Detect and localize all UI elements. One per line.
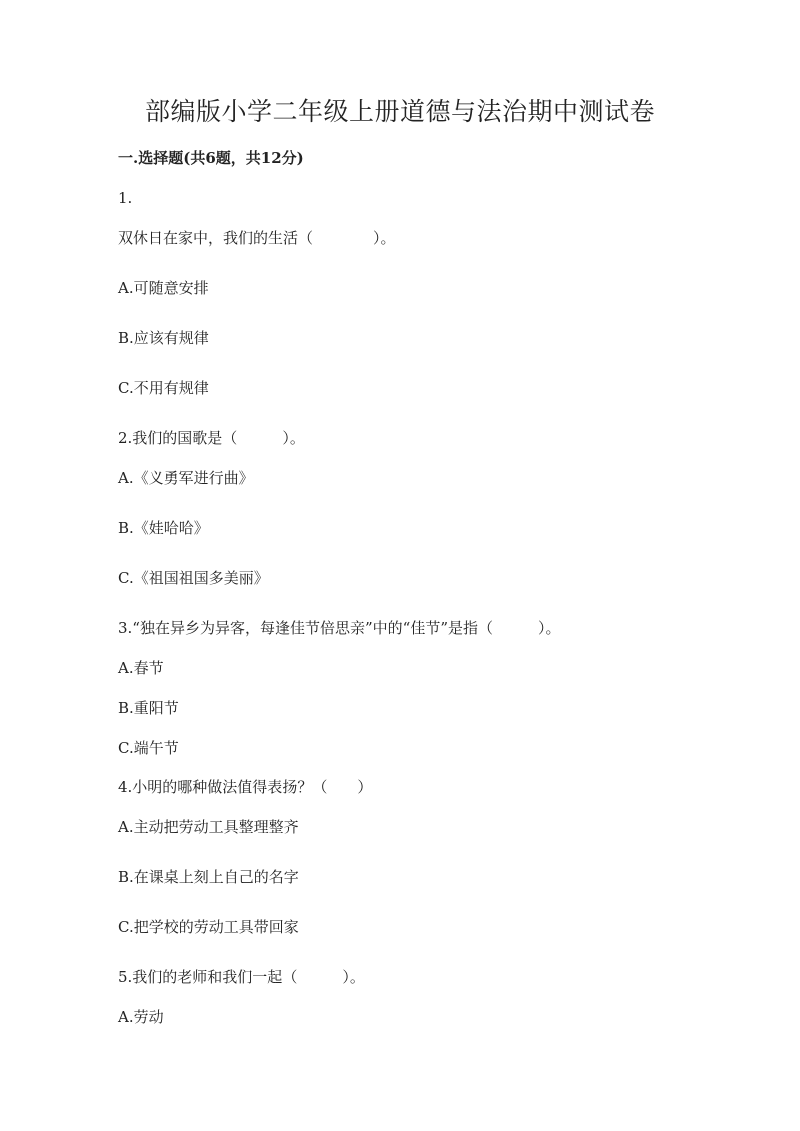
question-5-option-a: A.劳动: [118, 1008, 164, 1026]
question-4-stem: 4.小明的哪种做法值得表扬？（ ）: [118, 778, 373, 796]
question-2-option-b: B.《娃哈哈》: [118, 519, 209, 537]
question-4-option-a: A.主动把劳动工具整理整齐: [118, 818, 299, 836]
question-2-option-c: C.《祖国祖国多美丽》: [118, 569, 269, 587]
question-3-option-c: C.端午节: [118, 739, 179, 757]
question-1-option-b: B.应该有规律: [118, 329, 209, 347]
question-1-number: 1.: [118, 189, 133, 207]
question-2-option-a: A.《义勇军进行曲》: [118, 469, 254, 487]
question-1-option-a: A.可随意安排: [118, 279, 209, 297]
question-4-option-c: C.把学校的劳动工具带回家: [118, 918, 299, 936]
question-1-option-c: C.不用有规律: [118, 379, 209, 397]
page-title: 部编版小学二年级上册道德与法治期中测试卷: [144, 97, 655, 126]
question-2-stem: 2.我们的国歌是（ ）。: [118, 429, 305, 447]
question-3-option-a: A.春节: [118, 659, 164, 677]
question-5-stem: 5.我们的老师和我们一起（ ）。: [118, 968, 365, 986]
question-1-stem: 双休日在家中，我们的生活（ ）。: [118, 229, 396, 247]
section-heading: 一.选择题(共6题，共12分): [118, 149, 304, 167]
question-4-option-b: B.在课桌上刻上自己的名字: [118, 868, 299, 886]
question-3-stem: 3.“独在异乡为异客，每逢佳节倍思亲”中的“佳节”是指（ ）。: [118, 619, 561, 637]
question-3-option-b: B.重阳节: [118, 699, 179, 717]
